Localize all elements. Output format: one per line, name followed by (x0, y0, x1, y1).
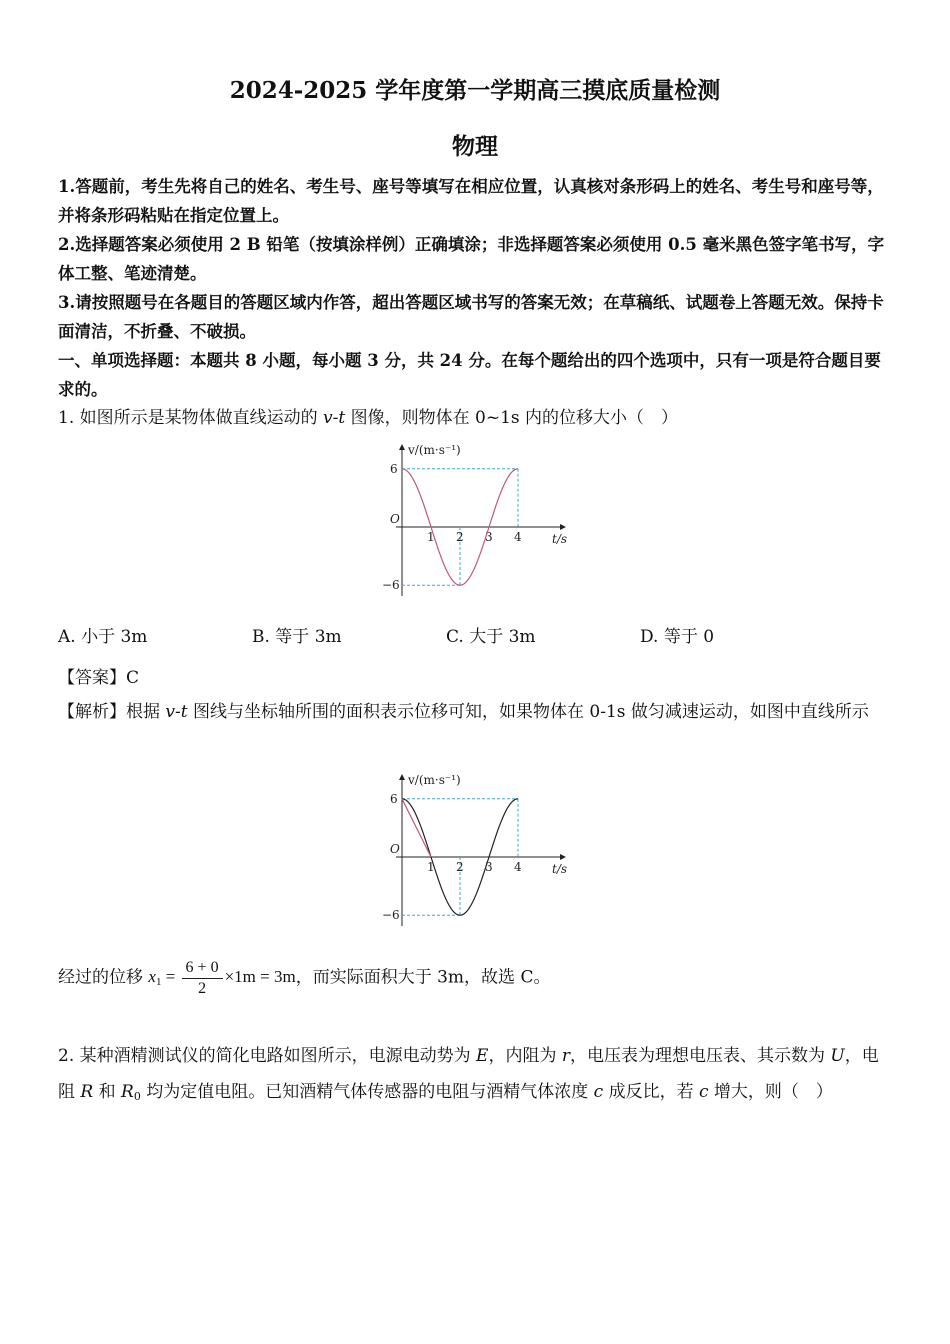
x-axis-label: t/s (552, 532, 568, 546)
answer-line (58, 660, 894, 696)
x-tick-label: 2 (456, 530, 464, 544)
x-tick-label: 2 (456, 860, 464, 874)
option-d[interactable]: D. 等于 0 (640, 627, 715, 647)
displacement-formula-line: 经过的位移 $x_1$ = $\frac{6 + 0}{2}$ ×1m = 3m，而实际面积大于 3m，故选 C。 (58, 959, 551, 997)
option-c[interactable]: C. 大于 3m (446, 627, 536, 647)
origin-label: O (390, 512, 400, 526)
fraction: $\frac{6 + 0}{2}$ (182, 958, 223, 999)
option-b[interactable]: B. 等于 3m (252, 627, 342, 647)
question-2-stem: 2. 某种酒精测试仪的简化电路如图所示，电源电动势为 E，内阻为 r，电压表为理想电压表、其示数为 U，电阻 R 和 $R_0$ 均为定值电阻。已知酒精气体传感器的电阻与酒精气体浓度 c 成反比，若 c 增大，则（ ） (58, 1046, 879, 1103)
origin-label: O (390, 842, 400, 856)
y-axis-label: v/(m·s⁻¹) (408, 443, 461, 457)
series-line (402, 799, 431, 857)
exam-notes (58, 172, 894, 404)
y-axis-arrow (399, 774, 405, 780)
option-a[interactable]: A. 小于 3m (58, 627, 148, 647)
x-tick-label: 1 (427, 860, 435, 874)
x-axis-arrow (560, 854, 566, 860)
answer-text: 【答案】C (58, 668, 140, 688)
displacement-formula: $x_1$ = $\frac{6 + 0}{2}$ ×1m = 3m (148, 959, 296, 997)
x-tick-label: 4 (514, 530, 522, 544)
section-heading: 一、单项选择题：本题共 8 小题，每小题 3 分，共 24 分。在每个题给出的四个选项中，只有一项是符合题目要求的。 (58, 351, 881, 399)
y-axis-arrow (399, 444, 405, 450)
x-axis-arrow (560, 524, 566, 530)
y-axis-label: v/(m·s⁻¹) (408, 773, 461, 787)
vt-chart-analysis (372, 766, 572, 932)
y-tick-label: −6 (382, 908, 400, 923)
note-3: 3.请按照题号在各题目的答题区域内作答，超出答题区域书写的答案无效；在草稿纸、试题卷上答题无效。保持卡面清洁，不折叠、不破损。 (58, 293, 884, 341)
y-tick-label: −6 (382, 578, 400, 593)
analysis-text: 【解析】根据 v-t 图线与坐标轴所围的面积表示位移可知，如果物体在 0-1s 做匀减速运动，如图中直线所示 (58, 702, 869, 722)
question-1-stem: 1. 如图所示是某物体做直线运动的 v-t 图像，则物体在 0~1s 内的位移大小（ ） (58, 408, 679, 428)
page-title: 2024-2025 学年度第一学期高三摸底质量检测 (229, 77, 721, 104)
x-tick-label: 3 (485, 530, 493, 544)
vt-chart-question (372, 436, 572, 602)
x-tick-label: 4 (514, 860, 522, 874)
y-tick-label: 6 (390, 791, 398, 806)
x-tick-label: 3 (485, 860, 493, 874)
note-1: 1.答题前，考生先将自己的姓名、考生号、座号等填写在相应位置，认真核对条形码上的姓名、考生号和座号等，并将条形码粘贴在指定位置上。 (58, 177, 884, 225)
x-axis-label: t/s (552, 862, 568, 876)
note-2: 2.选择题答案必须使用 2 B 铅笔（按填涂样例）正确填涂；非选择题答案必须使用 0.5 毫米黑色签字笔书写，字体工整、笔迹清楚。 (58, 235, 885, 283)
y-tick-label: 6 (390, 461, 398, 476)
subject-title: 物理 (452, 133, 498, 160)
x-tick-label: 1 (427, 530, 435, 544)
